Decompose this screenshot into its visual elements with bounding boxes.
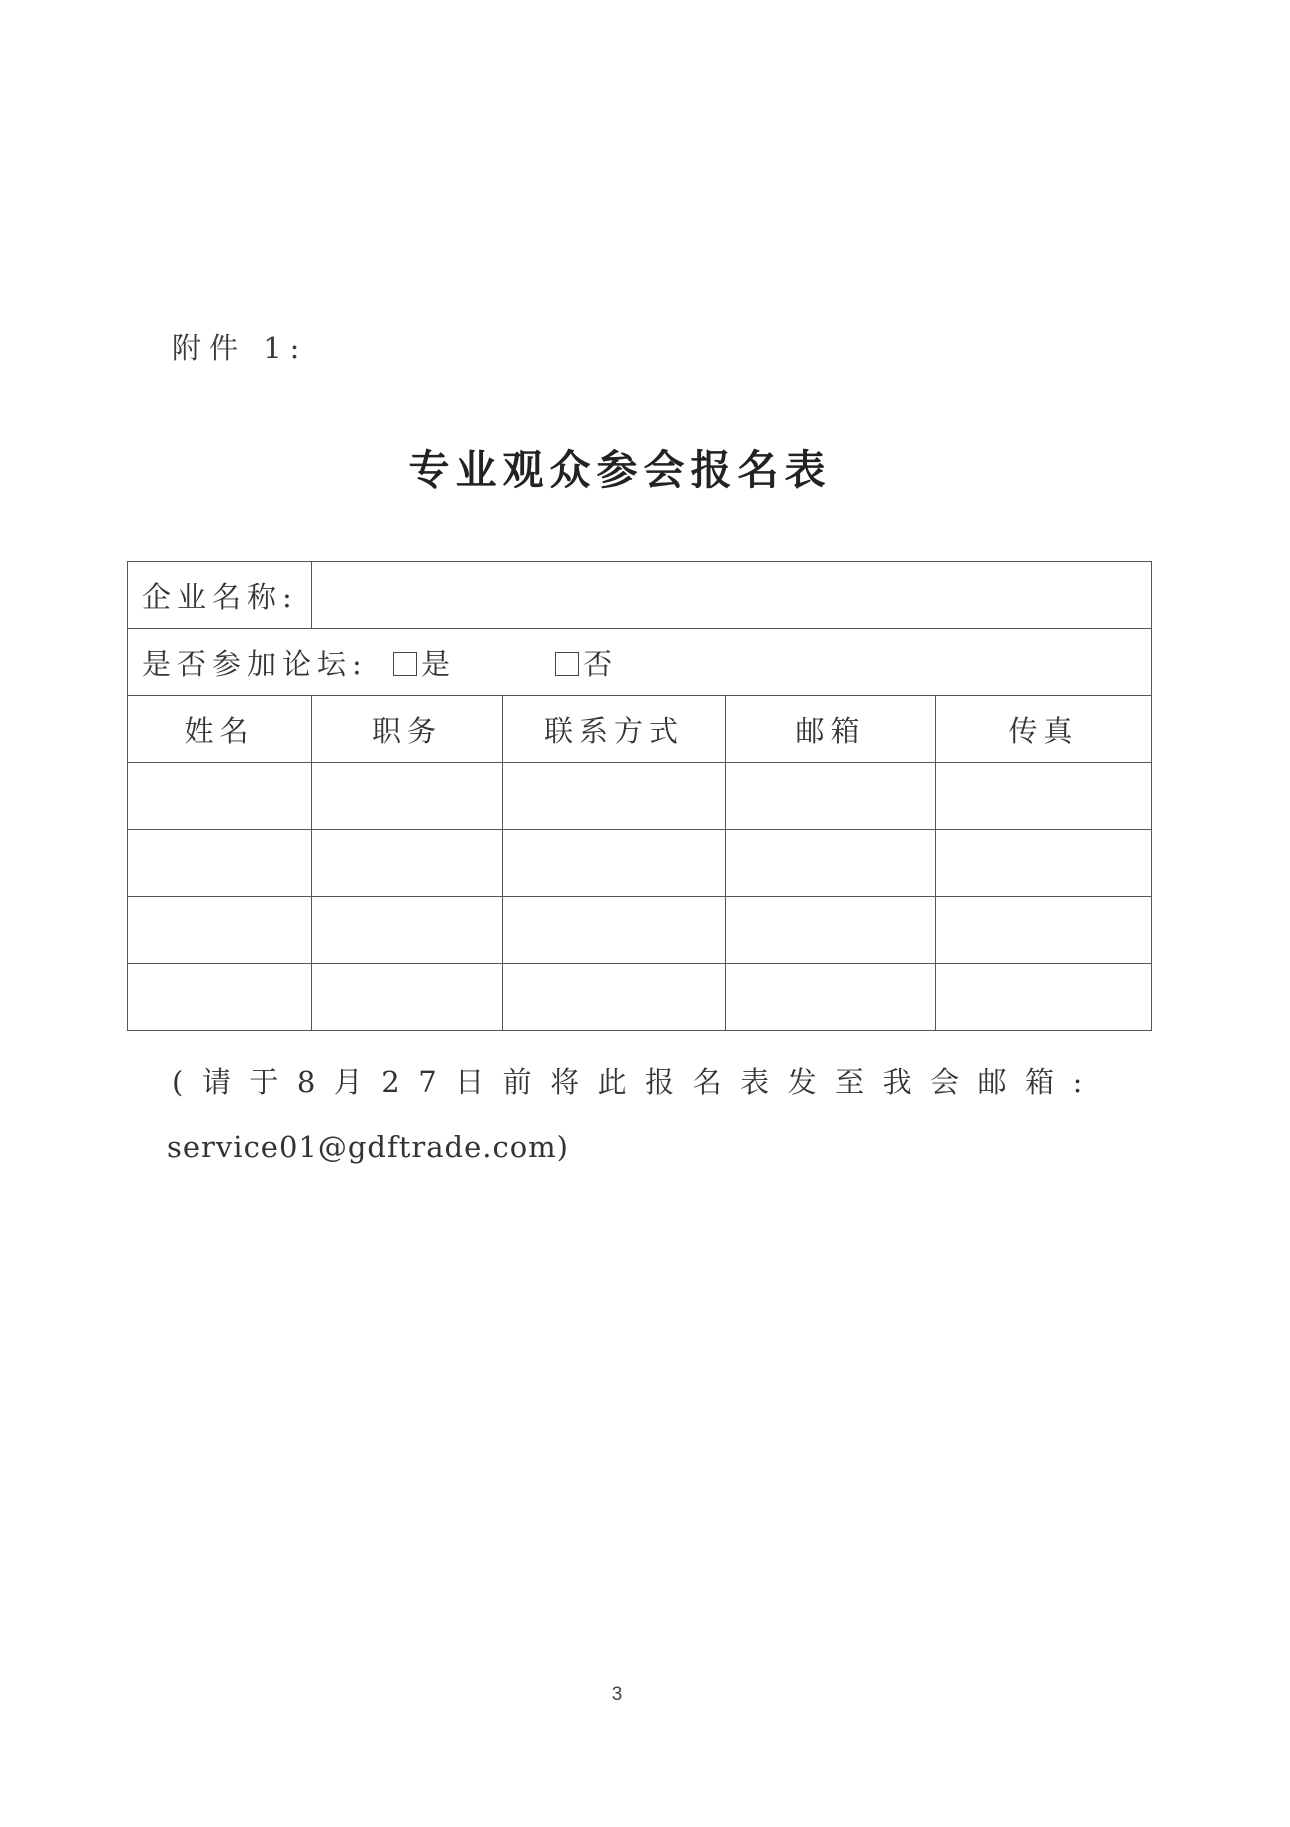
- forum-row: [128, 629, 1152, 696]
- table-row: [128, 964, 1152, 1031]
- cell-email[interactable]: [726, 763, 936, 830]
- cell-contact[interactable]: [503, 897, 726, 964]
- cell-fax[interactable]: [936, 830, 1152, 897]
- cell-fax[interactable]: [936, 964, 1152, 1031]
- cell-contact[interactable]: [503, 830, 726, 897]
- cell-name[interactable]: [128, 964, 312, 1031]
- forum-yes-option[interactable]: [393, 642, 456, 683]
- company-name-field[interactable]: [312, 562, 1152, 629]
- page-title: 专业观众参会报名表: [408, 446, 832, 494]
- forum-label: 是否参加论坛:: [142, 646, 368, 681]
- col-header-email: 邮箱: [726, 696, 936, 763]
- cell-contact[interactable]: [503, 763, 726, 830]
- table-row: [128, 763, 1152, 830]
- yes-checkbox-icon[interactable]: [393, 652, 417, 676]
- table-row: [128, 830, 1152, 897]
- cell-email[interactable]: [726, 830, 936, 897]
- no-checkbox-icon[interactable]: [555, 652, 579, 676]
- cell-contact[interactable]: [503, 964, 726, 1031]
- cell-name[interactable]: [128, 830, 312, 897]
- submission-note: (请于8月27日前将此报名表发至我会邮箱:: [172, 1065, 1101, 1099]
- table-row: [128, 897, 1152, 964]
- cell-position[interactable]: [312, 964, 503, 1031]
- col-header-fax: 传真: [936, 696, 1152, 763]
- col-header-position: 职务: [312, 696, 503, 763]
- page-number: 3: [611, 1684, 623, 1705]
- cell-fax[interactable]: [936, 763, 1152, 830]
- registration-form-table: [127, 561, 1152, 1031]
- forum-yes-label: 是: [421, 646, 457, 681]
- cell-name[interactable]: [128, 897, 312, 964]
- cell-name[interactable]: [128, 763, 312, 830]
- header-row: [128, 696, 1152, 763]
- cell-email[interactable]: [726, 964, 936, 1031]
- cell-position[interactable]: [312, 763, 503, 830]
- submission-email: service01@gdftrade.com): [167, 1130, 569, 1164]
- forum-no-label: 否: [583, 646, 619, 681]
- col-header-contact: 联系方式: [503, 696, 726, 763]
- company-name-label: 企业名称:: [128, 562, 312, 629]
- attachment-label: 附件 1:: [172, 331, 308, 365]
- company-row: [128, 562, 1152, 629]
- cell-fax[interactable]: [936, 897, 1152, 964]
- cell-position[interactable]: [312, 897, 503, 964]
- cell-position[interactable]: [312, 830, 503, 897]
- forum-cell: [128, 629, 1152, 696]
- forum-no-option[interactable]: [555, 642, 618, 683]
- cell-email[interactable]: [726, 897, 936, 964]
- col-header-name: 姓名: [128, 696, 312, 763]
